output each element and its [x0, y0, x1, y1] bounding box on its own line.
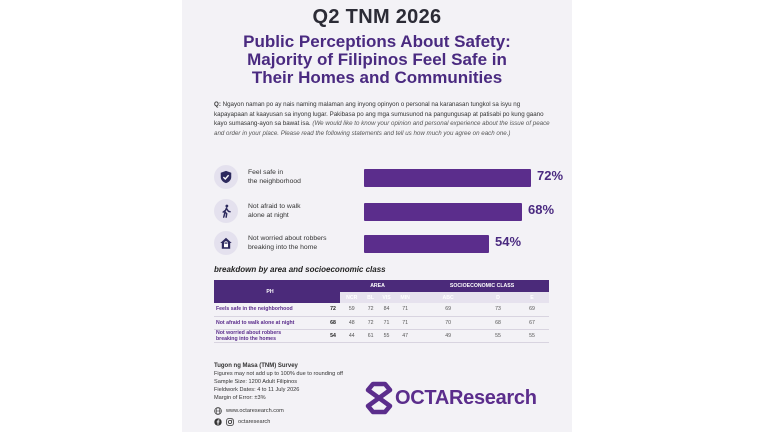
left-margin	[0, 0, 182, 432]
table-cell: 84	[378, 303, 395, 316]
page-title	[192, 33, 562, 87]
table-cell: 61	[363, 329, 377, 342]
instagram-icon[interactable]	[226, 418, 234, 426]
bar	[364, 169, 531, 187]
octa-logo-icon	[365, 381, 393, 415]
column-header: ABC	[415, 292, 481, 303]
title-line-1: Public Perceptions About Safety:	[243, 32, 511, 51]
bar	[364, 203, 522, 221]
source-title: Tugon ng Masa (TNM) Survey	[214, 363, 298, 369]
table-header-row	[214, 280, 549, 292]
bar-value-label: 72%	[537, 168, 564, 183]
title-line-2: Majority of Filipinos Feel Safe in	[247, 50, 507, 69]
question-label: Q:	[214, 101, 221, 108]
area-header: AREA	[340, 280, 415, 292]
row-label: Feels safe in the neighborhood	[214, 303, 326, 316]
table-cell: 72	[363, 303, 377, 316]
bar-label: Not afraid to walk alone at night	[248, 203, 301, 219]
website-row	[214, 407, 284, 415]
table-cell: 70	[415, 316, 481, 329]
globe-icon	[214, 407, 222, 415]
table-cell: 71	[378, 316, 395, 329]
source-dates: Fieldwork Dates: 4 to 11 July 2026	[214, 387, 300, 393]
walking-person-icon	[214, 199, 238, 223]
table-cell: 44	[340, 329, 363, 342]
bar-row	[214, 163, 564, 193]
table-cell: 48	[340, 316, 363, 329]
table-cell: 55	[481, 329, 515, 342]
title-line-3: Their Homes and Communities	[251, 68, 503, 87]
question-english: (We would like to know your opinion and personal experience about the issue of peace and order in your place. Please read the following statements and tell us how much you agree on each one.)	[214, 120, 550, 137]
ph-value: 54	[326, 329, 340, 342]
survey-source	[214, 362, 343, 402]
table-cell: 55	[515, 329, 549, 342]
column-header: NCR	[340, 292, 363, 303]
column-header: E	[515, 292, 549, 303]
table-row	[214, 303, 549, 316]
bar-label: Not worried about robbers breaking into the home	[248, 235, 327, 251]
bar	[364, 235, 489, 253]
right-margin	[572, 0, 768, 432]
table-row	[214, 316, 549, 329]
column-header: BL	[363, 292, 377, 303]
bar-row	[214, 197, 564, 227]
infographic-card	[182, 0, 572, 432]
ph-value: 72	[326, 303, 340, 316]
column-header: MIN	[395, 292, 415, 303]
social-handle[interactable]: octaresearch	[238, 419, 271, 425]
column-header: D	[481, 292, 515, 303]
facebook-icon[interactable]	[214, 418, 222, 426]
ph-header: PH	[214, 280, 326, 303]
bar-row	[214, 229, 564, 259]
table-cell: 72	[363, 316, 377, 329]
bar-label: Feel safe in the neighborhood	[248, 169, 301, 185]
survey-question	[214, 100, 554, 138]
source-margin: Margin of Error: ±3%	[214, 395, 266, 401]
table-cell: 47	[395, 329, 415, 342]
table-cell: 69	[515, 303, 549, 316]
table-cell: 59	[340, 303, 363, 316]
source-note: Figures may not add up to 100% due to rounding off	[214, 371, 343, 377]
table-cell: 71	[395, 316, 415, 329]
row-label: Not afraid to walk alone at night	[214, 316, 326, 329]
survey-kicker: Q2 TNM 2026	[312, 6, 442, 28]
social-row	[214, 418, 270, 426]
website-link[interactable]: www.octaresearch.com	[226, 408, 284, 414]
class-header: SOCIOECONOMIC CLASS	[415, 280, 549, 292]
breakdown-title: breakdown by area and socioeconomic class	[214, 265, 386, 274]
bar-value-label: 68%	[528, 202, 555, 217]
table-cell: 55	[378, 329, 395, 342]
bar-value-label: 54%	[495, 234, 522, 249]
table-row	[214, 329, 549, 342]
source-sample: Sample Size: 1200 Adult Filipinos	[214, 379, 298, 385]
row-label: Not worried about robbers breaking into the homes	[214, 329, 326, 342]
table-cell: 68	[481, 316, 515, 329]
table-cell: 67	[515, 316, 549, 329]
house-lock-icon	[214, 231, 238, 255]
table-cell: 71	[395, 303, 415, 316]
table-cell: 69	[415, 303, 481, 316]
brand-name: OCTAResearch	[395, 386, 537, 409]
ph-value: 68	[326, 316, 340, 329]
table-cell: 49	[415, 329, 481, 342]
column-header: VIS	[378, 292, 395, 303]
shield-check-icon	[214, 165, 238, 189]
question-tagalog: Ngayon naman po ay nais naming malaman ang inyong opinyon o personal na karanasan tungkol sa isyu ng kapayapaan at kaayusan sa inyong lugar. Pakibasa po ang mga sumusunod na pangungusap at patisabi po kung gaano kayo sumasang-ayon sa bawat isa.	[214, 101, 544, 127]
table-cell: 73	[481, 303, 515, 316]
brand-logo	[365, 381, 537, 415]
breakdown-table	[214, 280, 549, 343]
